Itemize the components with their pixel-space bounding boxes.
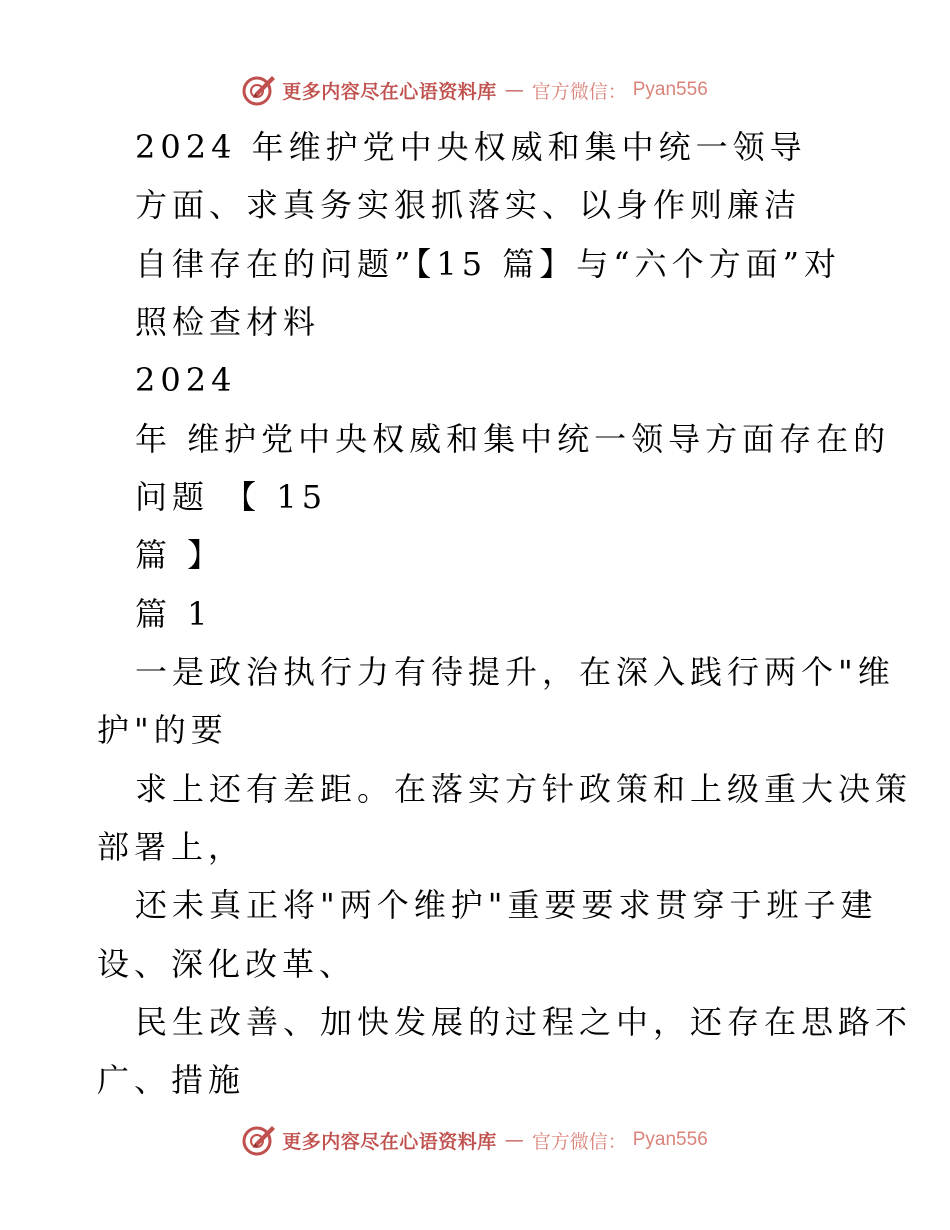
header-banner-label: 官方微信： [531,80,627,103]
header-banner-text: 更多内容尽在心语资料库 [282,80,497,103]
section-heading-line-3: 篇 】 [135,536,225,574]
title-line-2: 方面、求真务实狠抓落实、以身作则廉洁 [135,186,802,224]
red-pen-circle-logo-icon [242,1123,276,1157]
header-wechat-id: Pyan556 [632,79,708,100]
header-banner-separator: — [504,79,524,101]
title-line-1: 2024 年维护党中央权威和集中统一领导 [135,128,807,166]
section-heading-line-2: 问题 【 15 [135,478,328,516]
footer-banner [0,1120,950,1160]
paragraph-line-6: 设、深化改革、 [97,945,357,983]
title-line-3: 自律存在的问题”【15 篇】与“六个方面”对 [135,245,841,283]
paragraph-line-5: 还未真正将"两个维护"重要要求贯穿于班子建 [135,886,878,924]
footer-wechat-id: Pyan556 [632,1129,708,1150]
header-banner [0,70,950,110]
title-line-4: 照检查材料 [135,303,321,341]
footer-banner-text: 更多内容尽在心语资料库 [282,1130,497,1153]
footer-banner-inner [242,1123,708,1157]
footer-banner-label: 官方微信： [531,1130,627,1153]
section-year: 2024 [135,361,237,399]
footer-banner-separator: — [504,1129,524,1151]
paragraph-line-3: 求上还有差距。在落实方针政策和上级重大决策 [135,770,913,808]
header-banner-inner [242,73,708,107]
paragraph-line-7: 民生改善、加快发展的过程之中，还存在思路不 [135,1003,913,1041]
red-pen-circle-logo-icon [242,73,276,107]
section-heading-line-1: 年 维护党中央权威和集中统一领导方面存在的 [135,420,891,458]
paragraph-line-8: 广、措施 [97,1061,246,1099]
paragraph-line-1: 一是政治执行力有待提升，在深入践行两个"维 [135,653,895,691]
article-number: 篇 1 [135,595,213,633]
paragraph-line-2: 护"的要 [97,711,228,749]
paragraph-line-4: 部署上， [97,828,246,866]
